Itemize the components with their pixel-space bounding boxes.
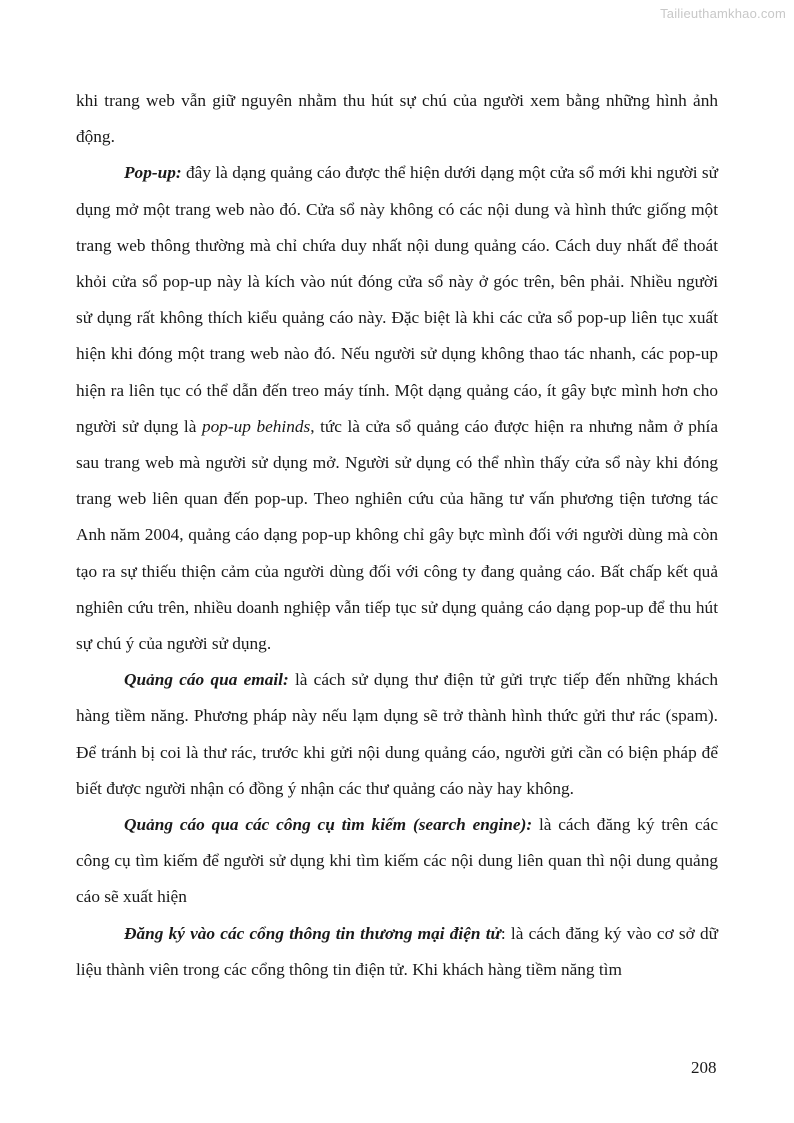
- paragraph-text: đây là dạng quảng cáo được thể hiện dưới dạng một cửa sổ mới khi người sử dụng mở một trang web nào đó. Cửa sổ này không có các nội dung và hình thức giống một trang web thông thường mà chỉ chứa duy nhất nội dung quảng cáo. Cách duy nhất để thoát khỏi cửa sổ pop-up này là kích vào nút đóng cửa sổ này ở góc trên, bên phải. Nhiều người sử dụng rất không thích kiểu quảng cáo này. Đặc biệt là khi các cửa sổ pop-up liên tục xuất hiện khi đóng một trang web nào đó. Nếu người sử dụng không thao tác nhanh, các pop-up hiện ra liên tục có thể dẫn đến treo máy tính. Một dạng quảng cáo, ít gây bực mình hơn cho người sử dụng là: [76, 163, 718, 436]
- paragraph-heading: Quảng cáo qua các công cụ tìm kiếm (search engine):: [124, 815, 533, 835]
- page-number: 208: [691, 1058, 717, 1077]
- paragraph-text: là cách sử dụng thư điện tử gửi trực tiếp đến những khách hàng tiềm năng. Phương pháp này nếu lạm dụng sẽ trở thành hình thức gửi thư rác (spam). Để tránh bị coi là thư rác, trước khi gửi nội dung quảng cáo, người gửi cần có biện pháp để biết được người nhận có đồng ý nhận các thư quảng cáo này hay không.: [76, 670, 718, 798]
- paragraph-pop-up: [76, 155, 718, 662]
- paragraph-text: : là cách đăng ký vào cơ sở dữ liệu thành viên trong các cổng thông tin điện tử. Khi khách hàng tiềm năng tìm: [76, 923, 718, 979]
- paragraph-heading: Đăng ký vào các cổng thông tin thương mại điện tử: [124, 923, 501, 943]
- watermark: Tailieuthamkhao.com: [660, 6, 786, 21]
- paragraph-email-ads: [76, 662, 718, 807]
- paragraph-text: , tức là cửa sổ quảng cáo được hiện ra nhưng nằm ở phía sau trang web mà người sử dụng mở. Người sử dụng có thể nhìn thấy cửa sổ này khi đóng trang web liên quan đến pop-up. Theo nghiên cứu của hãng tư vấn phương tiện tương tác Anh năm 2004, quảng cáo dạng pop-up không chỉ gây bực mình đối với người dùng mà còn tạo ra sự thiếu thiện cảm của người dùng đối với công ty đang quảng cáo. Bất chấp kết quả nghiên cứu trên, nhiều doanh nghiệp vẫn tiếp tục sử dụng quảng cáo dạng pop-up để thu hút sự chú ý của người sử dụng.: [76, 416, 718, 654]
- paragraph-continuation: [76, 83, 718, 155]
- paragraph-text: khi trang web vẫn giữ nguyên nhằm thu hút sự chú của người xem bằng những hình ảnh động.: [76, 91, 718, 147]
- paragraph-ecommerce-portal: [76, 916, 718, 988]
- paragraph-heading: Pop-up:: [124, 163, 182, 183]
- paragraph-search-engine-ads: [76, 807, 718, 916]
- paragraph-heading: Quảng cáo qua email:: [124, 670, 289, 690]
- page-body: [76, 83, 718, 988]
- italic-term: pop-up behinds: [201, 416, 311, 436]
- paragraph-text: là cách đăng ký trên các công cụ tìm kiếm để người sử dụng khi tìm kiếm các nội dung liên quan thì nội dung quảng cáo sẽ xuất hiện: [76, 815, 719, 907]
